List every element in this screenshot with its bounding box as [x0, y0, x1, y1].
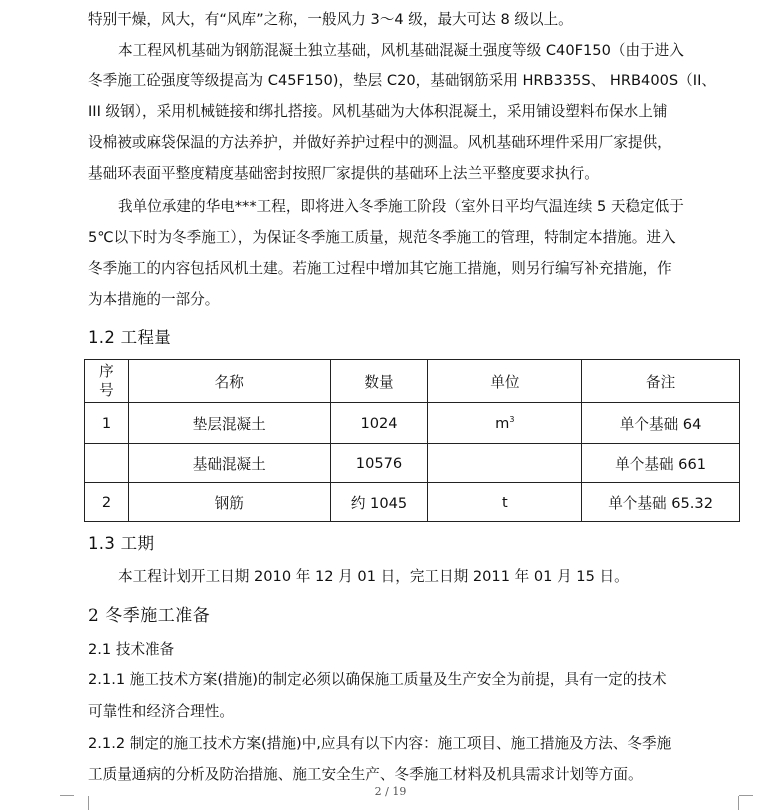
quantity-table [84, 359, 740, 522]
page-corner-mark [60, 795, 74, 796]
section-heading-quantity: 1.2 工程量 [88, 328, 172, 347]
cell-seq: 1 [85, 403, 129, 444]
page-corner-mark [738, 796, 753, 810]
paragraph-line: III 级钢），采用机械链接和绑扎搭接。风机基础为大体积混凝土，采用铺设塑料布保水上铺 [88, 103, 668, 120]
header-name: 名称 [128, 360, 330, 403]
paragraph-line: 可靠性和经济合理性。 [88, 703, 234, 720]
cell-name: 垫层混凝土 [128, 403, 330, 444]
cell-quantity: 10576 [330, 444, 428, 483]
header-quantity: 数量 [330, 360, 428, 403]
paragraph-line: 我单位承建的华电***工程，即将进入冬季施工阶段（室外日平均气温连续 5 天稳定低于 [118, 198, 684, 215]
section-heading-schedule: 1.3 工期 [88, 534, 155, 553]
header-seq-line: 号 [99, 382, 114, 399]
cell-seq [85, 444, 129, 483]
header-unit: 单位 [428, 360, 582, 403]
table-header-row [85, 360, 740, 403]
paragraph-line: 冬季施工砼强度等级提高为 C45F150)，垫层 C20，基础钢筋采用 HRB335S、 HRB400S（II、 [88, 72, 716, 89]
paragraph-line: 本工程风机基础为钢筋混凝土独立基础，风机基础混凝土强度等级 C40F150（由于进入 [118, 42, 684, 59]
cell-remark: 单个基础 661 [582, 444, 740, 483]
cell-name: 钢筋 [128, 483, 330, 522]
unit-superscript: 3 [509, 414, 515, 424]
paragraph-line: 基础环表面平整度精度基础密封按照厂家提供的基础环上法兰平整度要求执行。 [88, 165, 599, 182]
cell-remark: 单个基础 65.32 [582, 483, 740, 522]
paragraph-line: 为本措施的一部分。 [88, 291, 220, 308]
cell-unit [428, 444, 582, 483]
paragraph-line: 2.1.2 制定的施工技术方案(措施)中,应具有以下内容：施工项目、施工措施及方法、冬季施 [88, 735, 672, 752]
page-corner-mark [74, 796, 89, 810]
table-row [85, 403, 740, 444]
cell-quantity: 1024 [330, 403, 428, 444]
unit-text: m [495, 414, 510, 432]
paragraph-line: 5℃以下时为冬季施工），为保证冬季施工质量，规范冬季施工的管理，特制定本措施。进入 [88, 229, 676, 246]
paragraph-line: 冬季施工的内容包括风机土建。若施工过程中增加其它施工措施，则另行编写补充措施，作 [88, 260, 672, 277]
table-row [85, 444, 740, 483]
cell-seq: 2 [85, 483, 129, 522]
page-corner-mark [739, 795, 753, 796]
subsection-heading-tech-prep: 2.1 技术准备 [88, 641, 175, 658]
section-heading-winter-prep: 2 冬季施工准备 [88, 606, 211, 626]
page-indicator: 2 / 19 [374, 785, 407, 798]
header-remark: 备注 [582, 360, 740, 403]
paragraph-line: 工质量通病的分析及防治措施、施工安全生产、冬季施工材料及机具需求计划等方面。 [88, 766, 643, 783]
paragraph-line: 2.1.1 施工技术方案(措施)的制定必须以确保施工质量及生产安全为前提，具有一定的技术 [88, 671, 667, 688]
cell-quantity: 约 1045 [330, 483, 428, 522]
paragraph-line: 特别干燥，风大，有“风库”之称，一般风力 3～4 级，最大可达 8 级以上。 [88, 11, 573, 28]
cell-unit [428, 403, 582, 444]
table-row [85, 483, 740, 522]
cell-unit: t [428, 483, 582, 522]
header-seq-line: 序 [99, 363, 114, 380]
schedule-text: 本工程计划开工日期 2010 年 12 月 01 日，完工日期 2011 年 01 月 15 日。 [118, 568, 629, 585]
paragraph-line: 设棉被或麻袋保温的方法养护，并做好养护过程中的测温。风机基础环埋件采用厂家提供， [88, 134, 672, 151]
header-seq [85, 360, 129, 403]
cell-name: 基础混凝土 [128, 444, 330, 483]
cell-remark: 单个基础 64 [582, 403, 740, 444]
